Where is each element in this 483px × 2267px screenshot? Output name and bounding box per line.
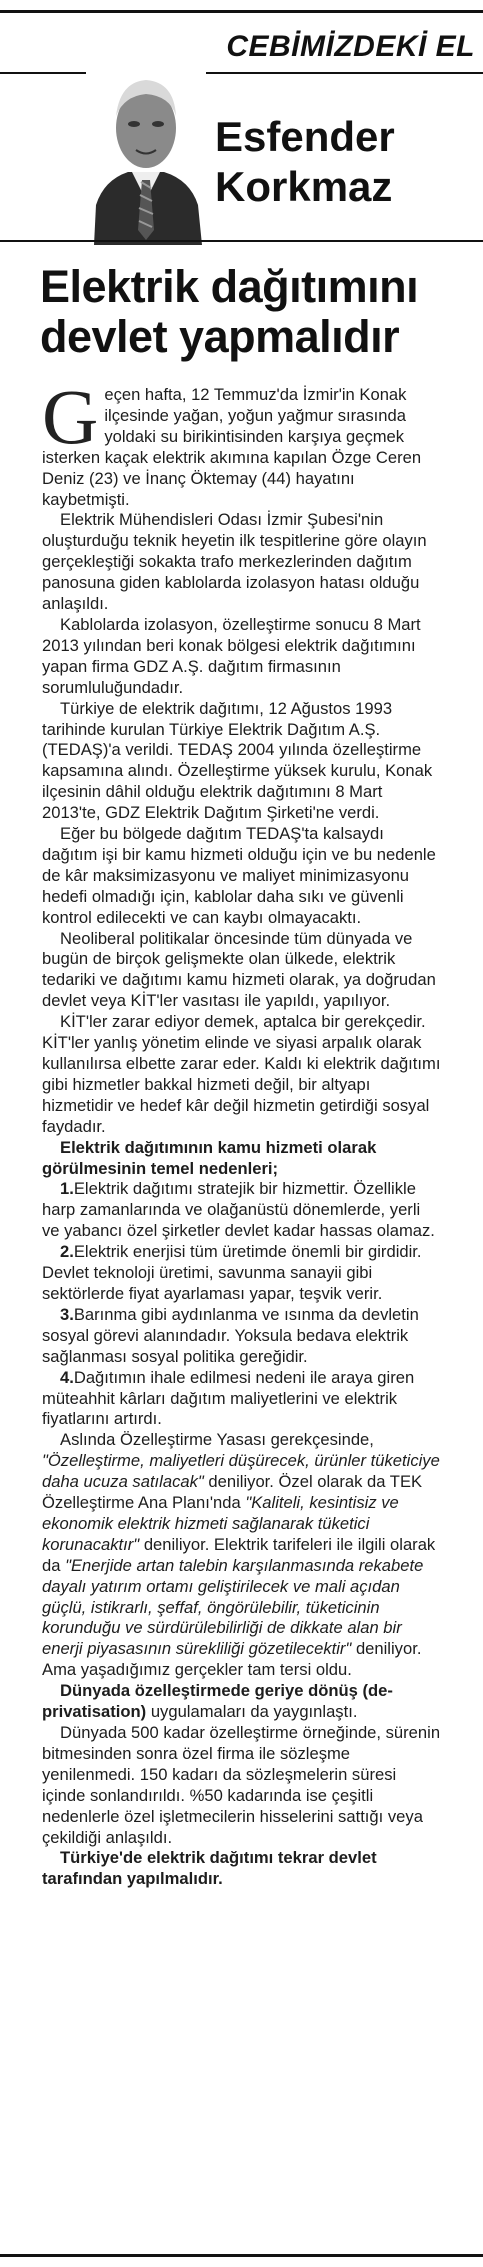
paragraph <box>42 1430 442 1681</box>
reason-item <box>42 1305 442 1368</box>
title-line-1: Elektrik dağıtımını <box>40 261 419 312</box>
article-title <box>40 262 480 362</box>
text: deniliyor. Ama yaşadığımız gerçekler tam tersi oldu. <box>42 1639 422 1680</box>
paragraph: Elektrik Mühendisleri Odası İzmir Şubesi'nin oluşturduğu teknik heyetin ilk tespitlerine göre olayın gerçekleştiği sokakta trafo merkezlerinden dağıtım panosuna giden kablolarda izolasyon hatası olduğu anlaşıldı. <box>42 510 427 614</box>
header-divider <box>0 240 483 242</box>
drop-cap: G <box>42 373 99 460</box>
author-photo <box>86 30 206 245</box>
paragraph: Dünyada 500 kadar özelleştirme örneğinde, sürenin bitmesinden sonra özel firma ile sözleşme yenilenmedi. 150 kadarı da sözleşmelerin süresi içinde sonlandırıldı. %50 kadarında ise çeşitli nedenlerle özel işletmecilerin hisselerini sattığı veya çekildiği anlaşıldı. <box>42 1723 441 1847</box>
paragraph: Eğer bu bölgede dağıtım TEDAŞ'ta kalsaydı dağıtım işi bir kamu hizmeti olduğu için ve bu nedenle de kâr maksimizasyonu ve maliyet minimizasyonu hedefi olmadığı için, kablolar daha sıkı ve güvenli kontrol edilecekti ve can kaybı olmayacaktı. <box>42 824 436 927</box>
reason-item <box>42 1179 442 1242</box>
text: deniliyor. Özel olarak da TEK Özelleştirme Ana Planı'nda <box>42 1472 423 1513</box>
reason-text: Elektrik enerjisi tüm üretimde önemli bir girdidir. Devlet teknoloji üretimi, savunma sanayii gibi sektörlerde fiyat ayarlaması yapar, teşvik verir. <box>42 1242 422 1303</box>
reason-number: 4. <box>60 1367 74 1387</box>
paragraph: Neoliberal politikalar öncesinde tüm dünyada ve bugün de birçok gelişmekte olan ülkede, elektrik tedariki ve dağıtımı kamu hizmeti olarak, ya doğrudan devlet veya KİT'ler vasıtası ile yapıldı, yapılıyor. <box>42 928 436 1011</box>
text: deniliyor. Elektrik tarifeleri ile ilgili olarak da <box>42 1534 436 1575</box>
author-first-name: Esfender <box>215 113 395 160</box>
reason-text: Dağıtımın ihale edilmesi nedeni ile araya giren müteahhit kârları dağıtım maliyetlerini ve elektrik fiyatlarını artırdı. <box>42 1367 415 1429</box>
top-rule <box>0 0 483 13</box>
reason-text: Barınma gibi aydınlanma ve ısınma da devletin sosyal görevi alanındadır. Yoksula bedava elektrik sağlanması sosyal politika gereğidir. <box>42 1304 419 1366</box>
author-name <box>215 112 395 212</box>
paragraph <box>42 373 442 510</box>
reason-number: 3. <box>60 1304 74 1324</box>
bottom-rule <box>0 2254 483 2257</box>
reason-item <box>42 1368 442 1431</box>
title-line-2: devlet yapmalıdır <box>40 311 400 362</box>
article-body <box>42 373 442 1890</box>
text: Aslında Özelleştirme Yasası gerekçesinde, <box>60 1430 374 1450</box>
paragraph: KİT'ler zarar ediyor demek, aptalca bir gerekçedir. KİT'ler yanlış yönetim elinde ve siyasi arpalık olarak kullanılırsa elbette zarar eder. Kaldı ki elektrik dağıtımı gibi hizmetler bakkal hizmeti değil, bir altyapı hizmetidir ve hedef kâr değil hizmetin getirdiği sosyal faydadır. <box>42 1012 441 1136</box>
paragraph-text: eçen hafta, 12 Temmuz'da İzmir'in Konak ilçesinde yağan, yoğun yağmur sırasında yoldaki su birikintisinden karşıya geçmek isterken kaçak elektrik akımına kapılan Özge Ceren Deniz (23) ve İnanç Öktemay (44) hayatını kaybetmişti. <box>42 385 422 509</box>
paragraph: Kablolarda izolasyon, özelleştirme sonucu 8 Mart 2013 yılından beri konak bölgesi elektrik dağıtımını yapan firma GDZ A.Ş. dağıtım firmasının sorumluluğundadır. <box>42 614 421 697</box>
column-rubric: CEBİMİZDEKİ EL <box>226 30 475 63</box>
quote: "Özelleştirme, maliyetleri düşürecek, ürünler tüketiciye daha ucuza satılacak" <box>42 1451 440 1492</box>
reason-text: Elektrik dağıtımı stratejik bir hizmettir. Özellikle harp zamanlarında ve olağanüstü dönemlerde, yerli ve yabancı özel şirketler devlet kadar hassas olamaz. <box>42 1179 435 1241</box>
reason-item <box>42 1242 442 1305</box>
quote: "Kaliteli, kesintisiz ve ekonomik elektrik hizmeti sağlanarak tüketici korunacaktır" <box>42 1493 399 1554</box>
paragraph <box>42 1681 442 1723</box>
reason-number: 1. <box>60 1179 74 1199</box>
author-last-name: Korkmaz <box>215 163 393 210</box>
reason-number: 2. <box>60 1242 74 1262</box>
paragraph: Türkiye de elektrik dağıtımı, 12 Ağustos 1993 tarihinde kurulan Türkiye Elektrik Dağıtım A.Ş. (TEDAŞ)'a verildi. TEDAŞ 2004 yılında özelleştirme kapsamına alındı. Özelleştirme yüksek kurulu, Konak ilçesinin dâhil olduğu elektrik dağıtımını 8 Mart 2013'te, GDZ Elektrik Dağıtım Şirketi'ne verdi. <box>42 698 433 823</box>
subheading: Dünyada özelleştirmede geriye dönüş (de-privatisation) <box>42 1681 393 1722</box>
quote: "Enerjide artan talebin karşılanmasında rekabete dayalı yatırım ortamı geliştirilecek ve mali açıdan güçlü, istikrarlı, şeffaf, öngörülebilir, tüketicinin korunduğu ve sürdürülebilirliği de dikkate alan bir enerji piyasasının sürekliliği gözetilecektir" <box>42 1555 424 1659</box>
text: uygulamaları da yaygınlaştı. <box>146 1702 358 1722</box>
rubric-divider <box>0 72 483 74</box>
closing-statement: Türkiye'de elektrik dağıtımı tekrar devlet tarafından yapılmalıdır. <box>42 1848 377 1889</box>
subheading: Elektrik dağıtımının kamu hizmeti olarak görülmesinin temel nedenleri; <box>42 1137 377 1178</box>
